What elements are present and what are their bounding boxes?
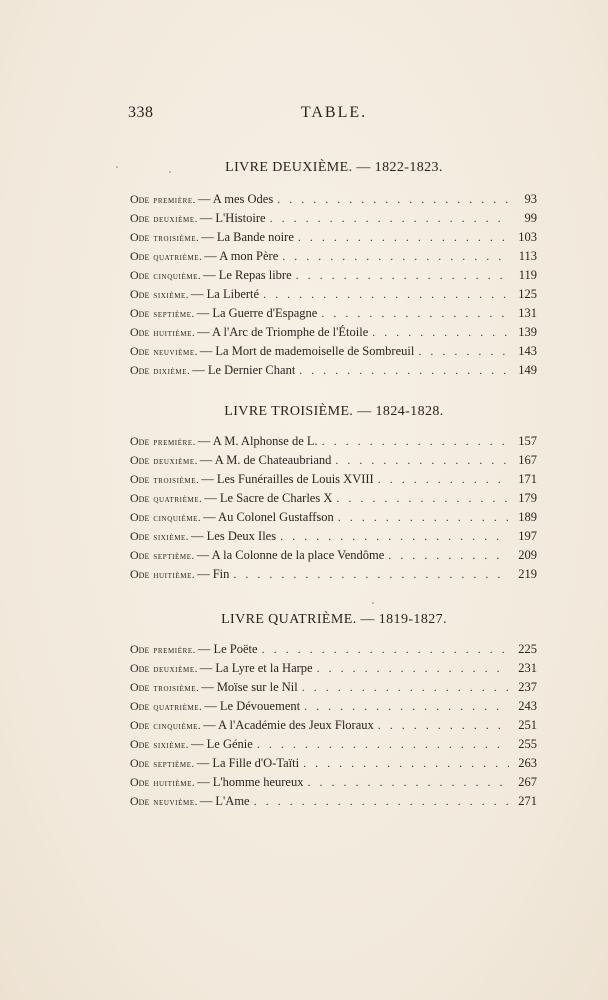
dot-leader bbox=[282, 249, 509, 264]
dot-leader bbox=[298, 230, 509, 245]
ode-label: Ode bbox=[130, 718, 150, 732]
page-title: TABLE. bbox=[300, 104, 368, 121]
entry-title: — La Bande noire bbox=[201, 230, 294, 244]
dot-leader bbox=[270, 211, 509, 226]
page-number: 338 bbox=[128, 104, 154, 121]
page-ref: 179 bbox=[518, 491, 537, 505]
ode-label: Ode bbox=[130, 344, 150, 358]
ode-label: Ode bbox=[130, 680, 150, 694]
entry-title: — Les Funérailles de Louis XVIII bbox=[201, 472, 374, 486]
ode-label: Ode bbox=[130, 192, 150, 206]
page-ref: 157 bbox=[518, 434, 537, 448]
dot-leader bbox=[321, 306, 509, 321]
dot-leader bbox=[296, 268, 509, 283]
entry-title: — Le Génie bbox=[191, 737, 253, 751]
ordinal-label: troisième. bbox=[153, 475, 200, 486]
ordinal-label: deuxième. bbox=[153, 214, 198, 225]
ordinal-label: sixième. bbox=[153, 740, 190, 751]
page-ref: 263 bbox=[518, 756, 537, 770]
ode-label: Ode bbox=[130, 737, 150, 751]
toc-entry bbox=[130, 642, 537, 661]
toc-entry bbox=[130, 306, 537, 325]
section-heading: LIVRE DEUXIÈME. — 1822-1823. bbox=[225, 160, 443, 175]
ordinal-label: huitième. bbox=[153, 778, 196, 789]
page-ref: 143 bbox=[518, 344, 537, 358]
dot-leader bbox=[262, 642, 509, 657]
ode-label: Ode bbox=[130, 567, 150, 581]
ode-label: Ode bbox=[130, 268, 150, 282]
dot-leader bbox=[299, 363, 509, 378]
toc-entry bbox=[130, 211, 537, 230]
ode-label: Ode bbox=[130, 794, 150, 808]
toc-entry bbox=[130, 472, 537, 491]
page-ref: 271 bbox=[518, 794, 537, 808]
toc-entry bbox=[130, 661, 537, 680]
toc-entry bbox=[130, 529, 537, 548]
ode-label: Ode bbox=[130, 211, 150, 225]
ordinal-label: huitième. bbox=[153, 570, 196, 581]
toc-entry bbox=[130, 699, 537, 718]
entry-title: — La Mort de mademoiselle de Sombreuil bbox=[199, 344, 415, 358]
toc-entry bbox=[130, 268, 537, 287]
toc-entry bbox=[130, 794, 537, 813]
ode-label: Ode bbox=[130, 363, 150, 377]
ode-label: Ode bbox=[130, 548, 150, 562]
ordinal-label: sixième. bbox=[153, 532, 190, 543]
toc-entry bbox=[130, 718, 537, 737]
page-ref: 237 bbox=[518, 680, 537, 694]
dot-leader bbox=[336, 491, 509, 506]
ode-label: Ode bbox=[130, 287, 150, 301]
ordinal-label: septième. bbox=[153, 759, 195, 770]
toc-entry bbox=[130, 363, 537, 382]
ode-label: Ode bbox=[130, 325, 150, 339]
dot-leader bbox=[322, 434, 509, 449]
dot-leader bbox=[378, 718, 509, 733]
paper-speck bbox=[169, 171, 171, 173]
dot-leader bbox=[378, 472, 509, 487]
dot-leader bbox=[335, 453, 509, 468]
paper-speck bbox=[372, 602, 374, 604]
entry-title: — L'Histoire bbox=[199, 211, 266, 225]
entry-title: — Moïse sur le Nil bbox=[201, 680, 298, 694]
ode-label: Ode bbox=[130, 472, 150, 486]
dot-leader bbox=[304, 699, 509, 714]
toc-entry bbox=[130, 548, 537, 567]
toc-entry bbox=[130, 344, 537, 363]
ordinal-label: huitième. bbox=[153, 328, 196, 339]
dot-leader bbox=[254, 794, 509, 809]
page-ref: 149 bbox=[518, 363, 537, 377]
entry-title: — La Guerre d'Espagne bbox=[196, 306, 318, 320]
ordinal-label: première. bbox=[153, 645, 196, 656]
page-ref: 125 bbox=[518, 287, 537, 301]
dot-leader bbox=[303, 756, 509, 771]
dot-leader bbox=[338, 510, 509, 525]
ordinal-label: quatrième. bbox=[153, 494, 203, 505]
page-ref: 231 bbox=[518, 661, 537, 675]
toc-entry bbox=[130, 230, 537, 249]
page-ref: 189 bbox=[518, 510, 537, 524]
entry-title: — A M. de Chateaubriand bbox=[199, 453, 332, 467]
toc-entry bbox=[130, 756, 537, 775]
ordinal-label: première. bbox=[153, 195, 196, 206]
ode-label: Ode bbox=[130, 510, 150, 524]
ordinal-label: septième. bbox=[153, 309, 195, 320]
dot-leader bbox=[372, 325, 509, 340]
ordinal-label: neuvième. bbox=[153, 347, 198, 358]
entry-title: — A mon Père bbox=[204, 249, 279, 263]
dot-leader bbox=[317, 661, 509, 676]
page-ref: 267 bbox=[518, 775, 537, 789]
ordinal-label: cinquième. bbox=[153, 513, 202, 524]
page-ref: 255 bbox=[518, 737, 537, 751]
entry-title: — A la Colonne de la place Vendôme bbox=[196, 548, 385, 562]
ordinal-label: deuxième. bbox=[153, 664, 198, 675]
page-ref: 139 bbox=[518, 325, 537, 339]
ordinal-label: sixième. bbox=[153, 290, 190, 301]
section-heading: LIVRE QUATRIÈME. — 1819-1827. bbox=[221, 612, 447, 627]
ode-label: Ode bbox=[130, 529, 150, 543]
entry-title: — Le Dévouement bbox=[204, 699, 301, 713]
entry-list bbox=[130, 192, 537, 382]
entry-title: — Le Sacre de Charles X bbox=[204, 491, 333, 505]
ordinal-label: deuxième. bbox=[153, 456, 198, 467]
ordinal-label: quatrième. bbox=[153, 252, 203, 263]
ordinal-label: dixième. bbox=[153, 366, 191, 377]
paper-speck bbox=[116, 166, 118, 168]
page-ref: 209 bbox=[518, 548, 537, 562]
dot-leader bbox=[418, 344, 509, 359]
toc-entry bbox=[130, 775, 537, 794]
dot-leader bbox=[307, 775, 509, 790]
page-ref: 225 bbox=[518, 642, 537, 656]
dot-leader bbox=[302, 680, 509, 695]
page-ref: 219 bbox=[518, 567, 537, 581]
page-ref: 197 bbox=[518, 529, 537, 543]
entry-title: — Le Poëte bbox=[197, 642, 258, 656]
dot-leader bbox=[388, 548, 509, 563]
ode-label: Ode bbox=[130, 491, 150, 505]
entry-title: — A l'Académie des Jeux Floraux bbox=[203, 718, 374, 732]
page-ref: 171 bbox=[518, 472, 537, 486]
ode-label: Ode bbox=[130, 699, 150, 713]
page-ref: 99 bbox=[524, 211, 537, 225]
page-ref: 251 bbox=[518, 718, 537, 732]
entry-title: — A M. Alphonse de L. bbox=[197, 434, 318, 448]
entry-title: — A l'Arc de Triomphe de l'Étoile bbox=[197, 325, 369, 339]
toc-entry bbox=[130, 567, 537, 586]
toc-entry bbox=[130, 737, 537, 756]
dot-leader bbox=[280, 529, 509, 544]
ode-label: Ode bbox=[130, 756, 150, 770]
ordinal-label: neuvième. bbox=[153, 797, 198, 808]
ordinal-label: première. bbox=[153, 437, 196, 448]
page-ref: 119 bbox=[518, 268, 537, 282]
entry-list bbox=[130, 642, 537, 813]
ode-label: Ode bbox=[130, 661, 150, 675]
entry-title: — Le Dernier Chant bbox=[192, 363, 296, 377]
page-ref: 103 bbox=[518, 230, 537, 244]
ode-label: Ode bbox=[130, 434, 150, 448]
toc-entry bbox=[130, 453, 537, 472]
entry-title: — L'homme heureux bbox=[197, 775, 304, 789]
page-ref: 167 bbox=[518, 453, 537, 467]
entry-title: — L'Ame bbox=[199, 794, 250, 808]
entry-title: — Les Deux Iles bbox=[191, 529, 277, 543]
ode-label: Ode bbox=[130, 642, 150, 656]
page-ref: 113 bbox=[518, 249, 537, 263]
toc-entry bbox=[130, 287, 537, 306]
ode-label: Ode bbox=[130, 775, 150, 789]
ordinal-label: troisième. bbox=[153, 233, 200, 244]
ordinal-label: cinquième. bbox=[153, 721, 202, 732]
entry-title: — Au Colonel Gustaffson bbox=[203, 510, 334, 524]
toc-entry bbox=[130, 680, 537, 699]
toc-entry bbox=[130, 491, 537, 510]
ode-label: Ode bbox=[130, 453, 150, 467]
page-ref: 93 bbox=[524, 192, 537, 206]
dot-leader bbox=[277, 192, 509, 207]
entry-title: — Le Repas libre bbox=[203, 268, 292, 282]
toc-entry bbox=[130, 325, 537, 344]
ordinal-label: septième. bbox=[153, 551, 195, 562]
toc-entry bbox=[130, 434, 537, 453]
page-header bbox=[128, 104, 540, 124]
page-ref: 243 bbox=[518, 699, 537, 713]
ode-label: Ode bbox=[130, 230, 150, 244]
ordinal-label: cinquième. bbox=[153, 271, 202, 282]
entry-title: — La Lyre et la Harpe bbox=[199, 661, 313, 675]
entry-list bbox=[130, 434, 537, 586]
ordinal-label: quatrième. bbox=[153, 702, 203, 713]
toc-entry bbox=[130, 510, 537, 529]
section-heading: LIVRE TROISIÈME. — 1824-1828. bbox=[224, 404, 444, 419]
ode-label: Ode bbox=[130, 249, 150, 263]
entry-title: — La Liberté bbox=[191, 287, 260, 301]
entry-title: — La Fille d'O-Taïti bbox=[196, 756, 300, 770]
page-ref: 131 bbox=[518, 306, 537, 320]
dot-leader bbox=[233, 567, 509, 582]
dot-leader bbox=[263, 287, 509, 302]
toc-entry bbox=[130, 249, 537, 268]
ordinal-label: troisième. bbox=[153, 683, 200, 694]
entry-title: — Fin bbox=[197, 567, 230, 581]
toc-entry bbox=[130, 192, 537, 211]
ode-label: Ode bbox=[130, 306, 150, 320]
entry-title: — A mes Odes bbox=[197, 192, 274, 206]
dot-leader bbox=[257, 737, 509, 752]
